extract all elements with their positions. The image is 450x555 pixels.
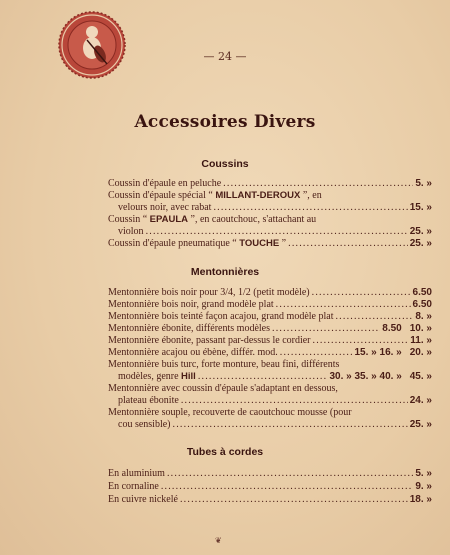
list-item: plateau ébonite ..... 24. » <box>118 395 432 407</box>
page-number: — 24 — <box>203 50 247 63</box>
list-item: En cuivre nickelé ..... 18. » <box>108 494 432 506</box>
list-item: Coussin d'épaule spécial “ MILLANT-DEROUX ”, en <box>108 190 322 201</box>
list-item: Mentonnière ébonite, passant par-dessus le cordier ..... 11. » <box>108 335 432 347</box>
ornament-icon: ❦ <box>215 536 222 545</box>
list-item: Coussin d'épaule en peluche ..... 5. » <box>108 178 432 190</box>
list-item: Mentonnière avec coussin d'épaule s'adaptant en dessous, <box>108 383 338 394</box>
list-item: En aluminium ..... 5. » <box>108 468 432 480</box>
list-item: modèles, genre Hill ..... 30. » 35. » 40. » 45. » <box>118 371 432 383</box>
list-item: Mentonnière bois teinté façon acajou, grand modèle plat ..... 8. » <box>108 311 432 323</box>
violin-maker-seal-icon <box>57 10 127 80</box>
list-item: Coussin d'épaule pneumatique “ TOUCHE ” ..... 25. » <box>108 238 432 250</box>
list-item: velours noir, avec rabat ..... 15. » <box>118 202 432 214</box>
list-item: Mentonnière bois noir pour 3/4, 1/2 (petit modèle) ..... 6.50 <box>108 287 432 299</box>
list-item: cou sensible) ..... 25. » <box>118 419 432 431</box>
list-item: Mentonnière bois noir, grand modèle plat ..... 6.50 <box>108 299 432 311</box>
section-title-coussins: Coussins <box>201 158 249 170</box>
list-item: Mentonnière souple, recouverte de caoutchouc mousse (pour <box>108 407 352 418</box>
page-title: Accessoires Divers <box>134 112 316 132</box>
section-title-tubes: Tubes à cordes <box>186 446 264 458</box>
list-item: Mentonnière ébonite, différents modèles ..... 8.50 10. » <box>108 323 432 335</box>
list-item: Mentonnière buis turc, forte monture, beau fini, différents <box>108 359 340 370</box>
list-item: violon ..... 25. » <box>118 226 432 238</box>
list-item: En cornaline ..... 9. » <box>108 481 432 493</box>
section-title-mentonnieres: Mentonnières <box>190 266 260 278</box>
list-item: Coussin “ EPAULA ”, en caoutchouc, s'attachant au <box>108 214 317 225</box>
list-item: Mentonnière acajou ou ébène, différ. mod. ..... 15. » 16. » 20. » <box>108 347 432 359</box>
